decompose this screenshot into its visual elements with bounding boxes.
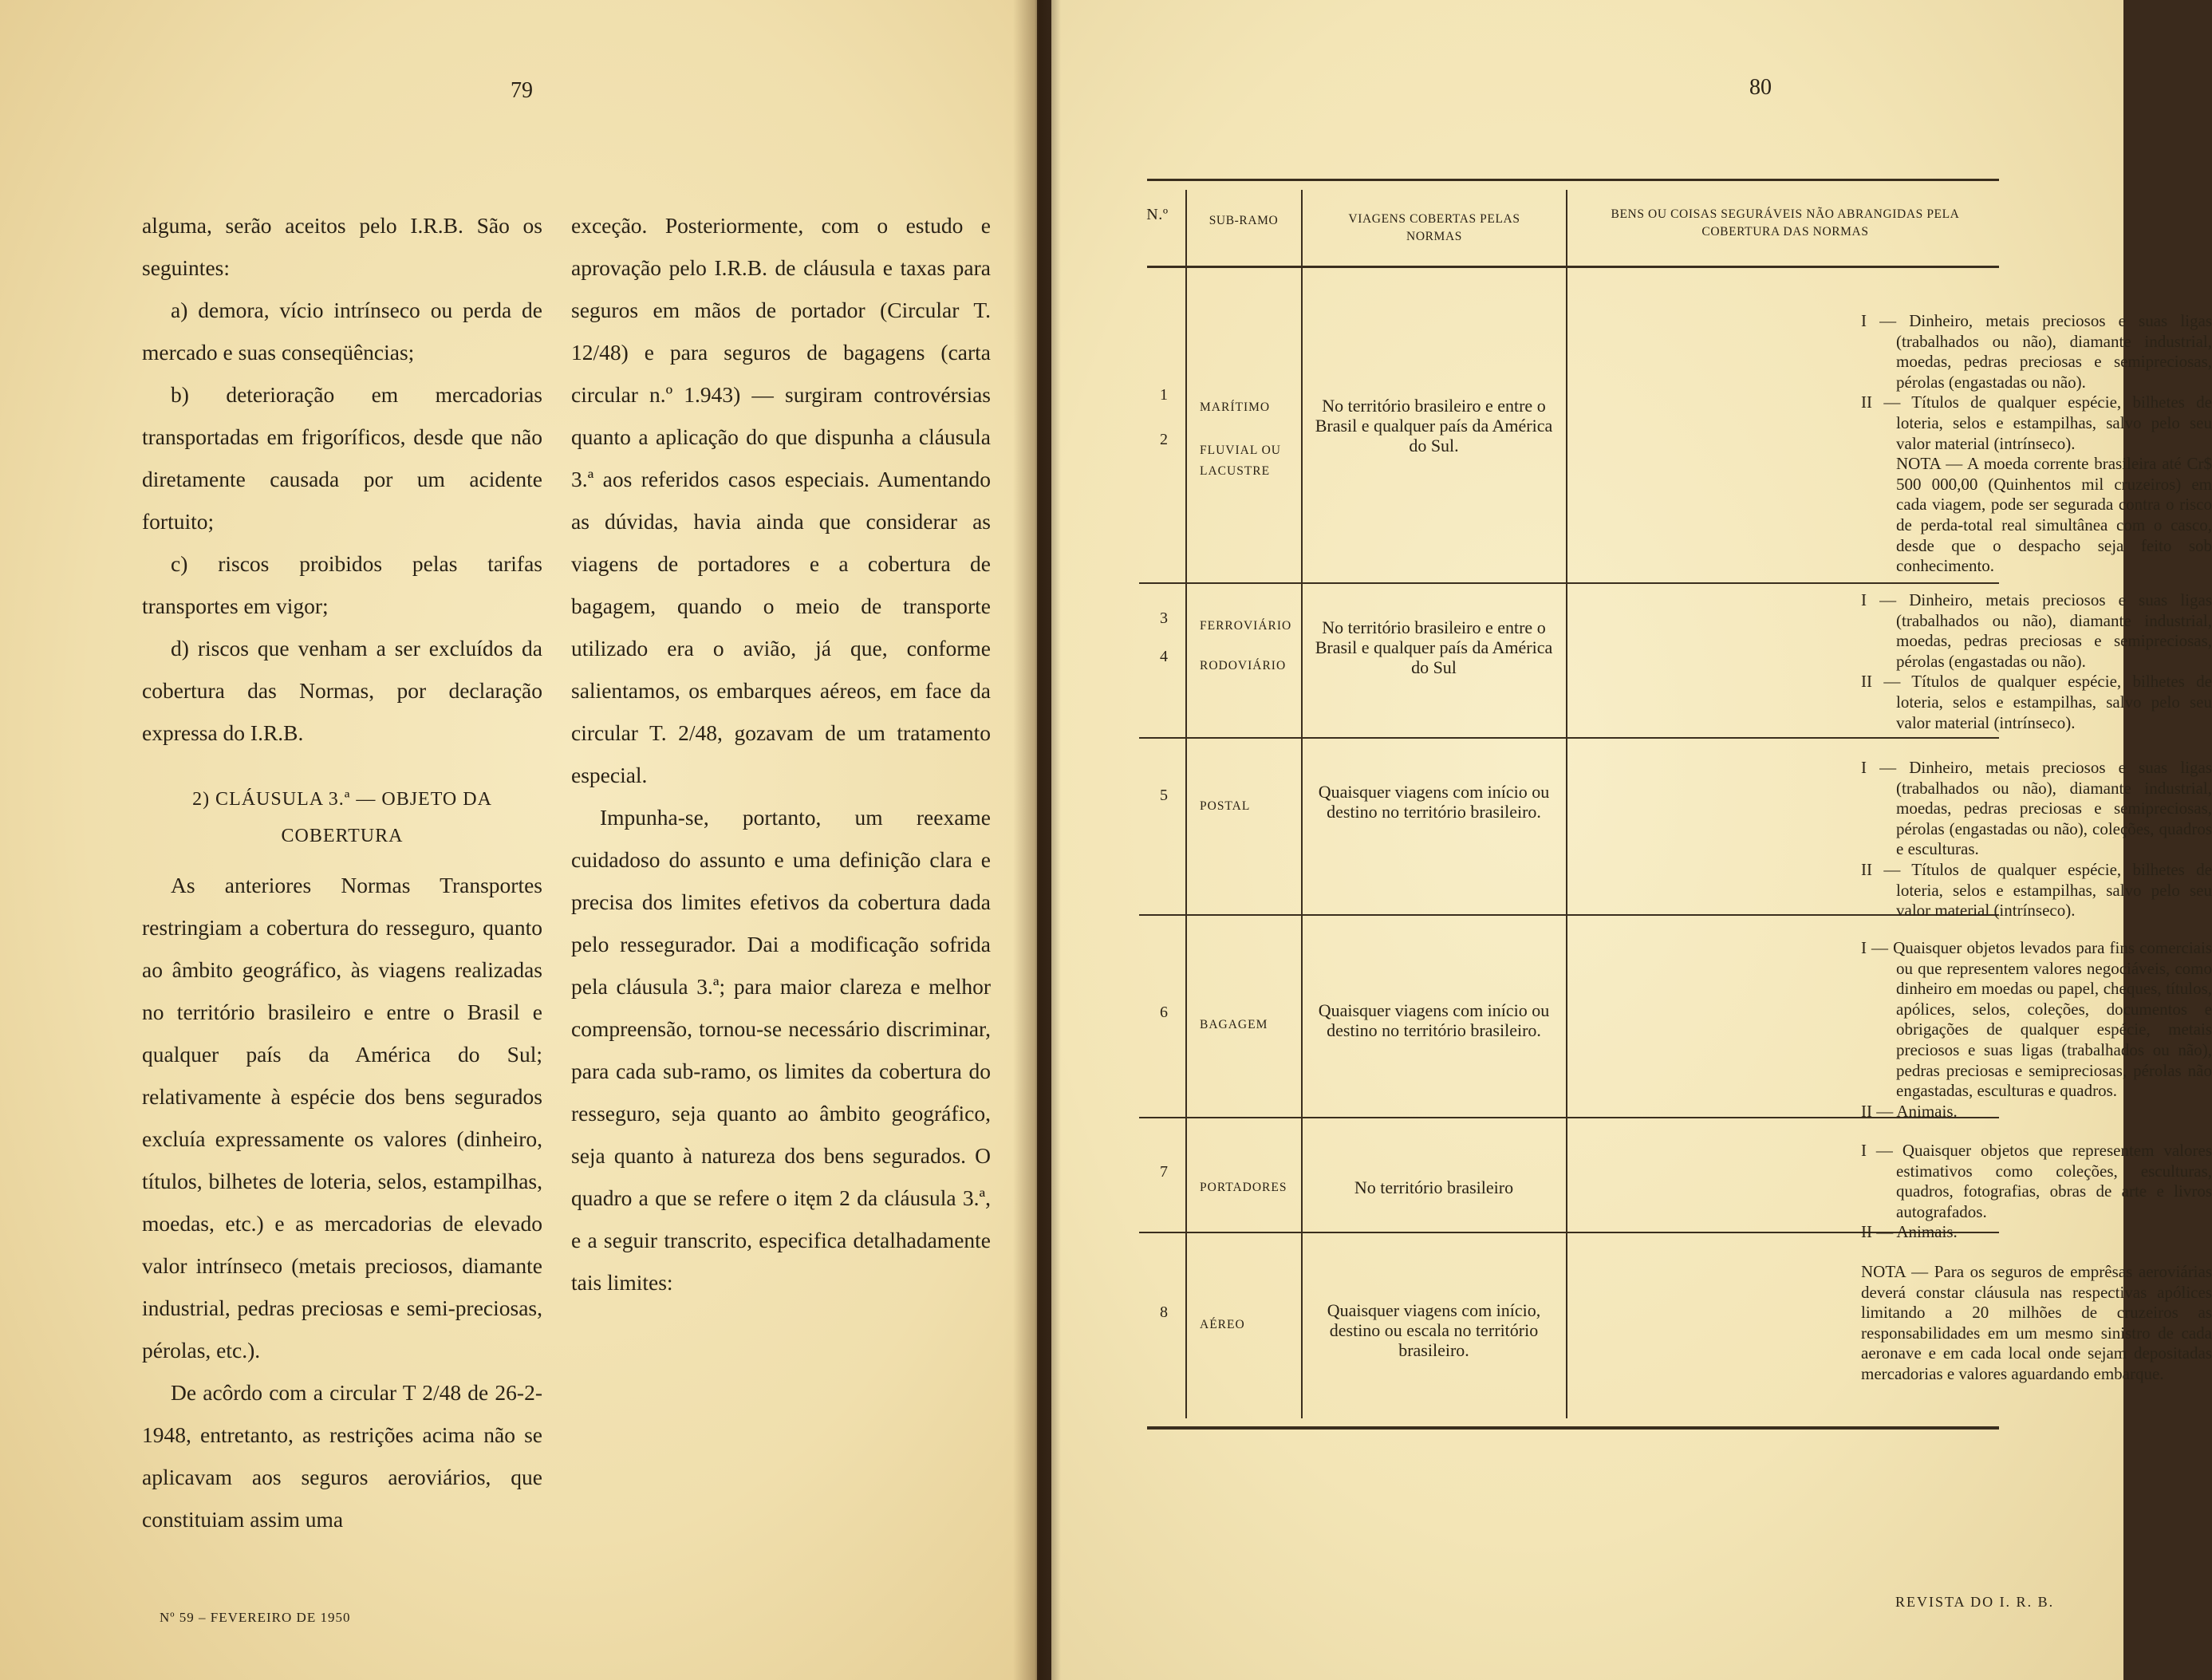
row-number: 7 xyxy=(1160,1163,1168,1181)
footer-journal: REVISTA DO I. R. B. xyxy=(1895,1594,2055,1610)
page-number-right: 80 xyxy=(1749,75,1772,100)
row-number: 1 xyxy=(1160,386,1168,404)
bens-item: I — Quaisquer objetos levados para fins comerciais ou que representem valores negociáveis, como dinheiro em moedas ou papel, cheques, títulos, apólices, selos, coleções, documentos e obrigações de qualquer espécie, metais preciosos e suas ligas (trabalhados ou não), pedras preciosas e semipreciosas, pérolas não engastadas, esculturas e quadros. xyxy=(1861,938,2212,1101)
row-number: 5 xyxy=(1160,787,1168,804)
viagens-cell: Quaisquer viagens com início, destino ou escala no território brasileiro. xyxy=(1327,1300,1541,1360)
paragraph: De acôrdo com a circular T 2/48 de 26-2-1948, entretanto, as restrições acima não se aplicavam aos seguros aeroviários, que constituiam assim uma xyxy=(142,1380,542,1532)
bens-cell xyxy=(1861,938,2212,1122)
list-item-a: a) demora, vício intrínseco ou perda de mercado e suas conseqüências; xyxy=(142,298,542,365)
paragraph: alguma, serão aceitos pelo I.R.B. São os seguintes: xyxy=(142,213,542,280)
row-number: 3 xyxy=(1160,609,1168,627)
row-number: 6 xyxy=(1160,1004,1168,1021)
right-page xyxy=(1051,0,2212,1680)
row-number: 4 xyxy=(1160,648,1168,665)
sub-ramo-label: FLUVIAL OU LACUSTRE xyxy=(1200,444,1281,478)
header-viagens: VIAGENS COBERTAS PELAS NORMAS xyxy=(1348,212,1520,243)
list-item-b: b) deterioração em mercadorias transportadas em frigoríficos, desde que não diretamente causada por um acidente fortuito; xyxy=(142,382,542,534)
sub-ramo-label: RODOVIÁRIO xyxy=(1200,659,1287,672)
bens-item: I — Dinheiro, metais preciosos e suas ligas (trabalhados ou não), diamante industrial, moedas, pedras preciosas e semipreciosas, pérolas (engastadas ou não), coleções, quadros e esculturas. xyxy=(1861,758,2212,859)
nota: NOTA — A moeda corrente brasileira até Cr$ 500 000,00 (Quinhentos mil cruzeiros) em cada viagem, pode ser segurada contra o risco de perda-total real simultânea com o casco, desde que o despacho seja feito sob conhecimento. xyxy=(1896,454,2212,576)
bens-item: I — Quaisquer objetos que representem valores estimativos como coleções, esculturas, quadros, fotografias, obras de arte e livros autografados. xyxy=(1861,1141,2212,1221)
sub-ramo-label: BAGAGEM xyxy=(1200,1018,1268,1031)
header-num: N.º xyxy=(1146,206,1169,223)
left-page xyxy=(0,0,1037,1680)
section-heading: 2) CLÁUSULA 3.ª — OBJETO DA COBERTURA xyxy=(192,789,492,846)
list-item-c: c) riscos proibidos pelas tarifas transportes em vigor; xyxy=(142,551,542,618)
left-column-2 xyxy=(571,204,991,1303)
footer-issue: Nº 59 – FEVEREIRO DE 1950 xyxy=(160,1610,351,1625)
sub-ramo-label: AÉREO xyxy=(1200,1318,1245,1331)
bens-item: II — Títulos de qualquer espécie, bilhetes de loteria, selos e estampilhas, salvo pelo seu valor material (intrínseco). xyxy=(1861,859,2212,921)
row-number: 8 xyxy=(1160,1303,1168,1321)
bens-item: II — Títulos de qualquer espécie, bilhetes de loteria, selos e estampilhas, salvo pelo seu valor material (intrínseco). xyxy=(1861,392,2212,453)
sub-ramo-label: PORTADORES xyxy=(1200,1181,1287,1194)
list-item-d: d) riscos que venham a ser excluídos da cobertura das Normas, por declaração expressa do I.R.B. xyxy=(142,636,542,745)
book-gutter xyxy=(1013,0,1061,1680)
row-number: 2 xyxy=(1160,431,1168,448)
page-number-left: 79 xyxy=(511,78,533,103)
viagens-cell: No território brasileiro xyxy=(1354,1177,1514,1197)
paragraph: As anteriores Normas Transportes restringiam a cobertura do resseguro, quanto ao âmbito geográfico, às viagens realizadas no território brasileiro e entre o Brasil e qualquer país da América do Sul; relativamente à espécie dos bens segurados excluía expressamente os valores (dinheiro, títulos, bilhetes de loteria, selos, estampilhas, moedas, etc.) e as mercadorias de elevado valor intrínseco (metais preciosos, diamante industrial, pedras preciosas e semi-preciosas, pérolas, etc.). xyxy=(142,873,542,1363)
bens-item: I — Dinheiro, metais preciosos e suas ligas (trabalhados ou não), diamante industrial, moedas, pedras preciosas e semipreciosas, pérolas (engastadas ou não). xyxy=(1861,590,2212,671)
bens-item: II — Animais. xyxy=(1861,1101,1958,1121)
bens-cell xyxy=(1861,590,2212,733)
bens-item: I — Dinheiro, metais preciosos e suas ligas (trabalhados ou não), diamante industrial, moedas, pedras preciosas e semipreciosas, pérolas (engastadas ou não). xyxy=(1861,311,2212,392)
sub-ramo-label: MARÍTIMO xyxy=(1200,400,1271,414)
bens-item: II — Animais. xyxy=(1861,1222,1958,1242)
bens-cell xyxy=(1861,1141,2212,1243)
viagens-cell: No território brasileiro e entre o Brasil e qualquer país da América do Sul. xyxy=(1315,396,1553,455)
header-bens: BENS OU COISAS SEGURÁVEIS NÃO ABRANGIDAS PELA COBERTURA DAS NORMAS xyxy=(1611,207,1960,239)
viagens-cell: No território brasileiro e entre o Brasil e qualquer país da América do Sul xyxy=(1315,617,1553,677)
left-column-1 xyxy=(142,204,542,1540)
paragraph: exceção. Posteriormente, com o estudo e aprovação pelo I.R.B. de cláusula e taxas para seguros em mãos de portador (Circular T. 12/48) e para seguros de bagagens (carta circular n.º 1.943) — surgiram controvérsias quanto a aplicação do que dispunha a cláusula 3.ª aos referidos casos especiais. Aumentando as dúvidas, havia ainda que considerar as viagens de portadores e a cobertura de bagagem, quando o meio de transporte utilizado era o avião, já que, conforme salientamos, os embarques aéreos, em face da circular T. 2/48, gozavam de um tratamento especial. xyxy=(571,213,991,787)
bens-cell xyxy=(1861,1262,2212,1385)
viagens-cell: Quaisquer viagens com início ou destino no território brasileiro. xyxy=(1318,782,1550,822)
nota: NOTA — Para os seguros de emprêsas aeroviárias deverá constar cláusula nas respectivas apólices limitando a 20 milhões de cruzeiros as responsabilidades em um mesmo sinistro de cada aeronave e em cada local onde sejam depositadas mercadorias e valores aguardando embarque. xyxy=(1861,1262,2212,1383)
header-sub-ramo: SUB-RAMO xyxy=(1209,214,1279,227)
bens-cell xyxy=(1861,311,2212,577)
bens-cell xyxy=(1861,758,2212,921)
bens-item: II — Títulos de qualquer espécie, bilhetes de loteria, selos e estampilhas, salvo pelo seu valor material (intrínseco). xyxy=(1861,672,2212,732)
paragraph: Impunha-se, portanto, um reexame cuidadoso do assunto e uma definição clara e precisa dos limites efetivos da cobertura dada pelo ressegurador. Dai a modificação sofrida pela cláusula 3.ª; para maior clareza e melhor compreensão, tornou-se necessário discriminar, para cada sub-ramo, os limites da cobertura do resseguro, seja quanto ao âmbito geográfico, seja quanto à natureza dos bens segurados. O quadro a que se refere o itęm 2 da cláusula 3.ª, e a seguir transcrito, especifica detalhadamente tais limites: xyxy=(571,805,991,1295)
sub-ramo-label: POSTAL xyxy=(1200,799,1251,813)
viagens-cell: Quaisquer viagens com início ou destino no território brasileiro. xyxy=(1318,1000,1550,1040)
sub-ramo-label: FERROVIÁRIO xyxy=(1200,619,1292,633)
